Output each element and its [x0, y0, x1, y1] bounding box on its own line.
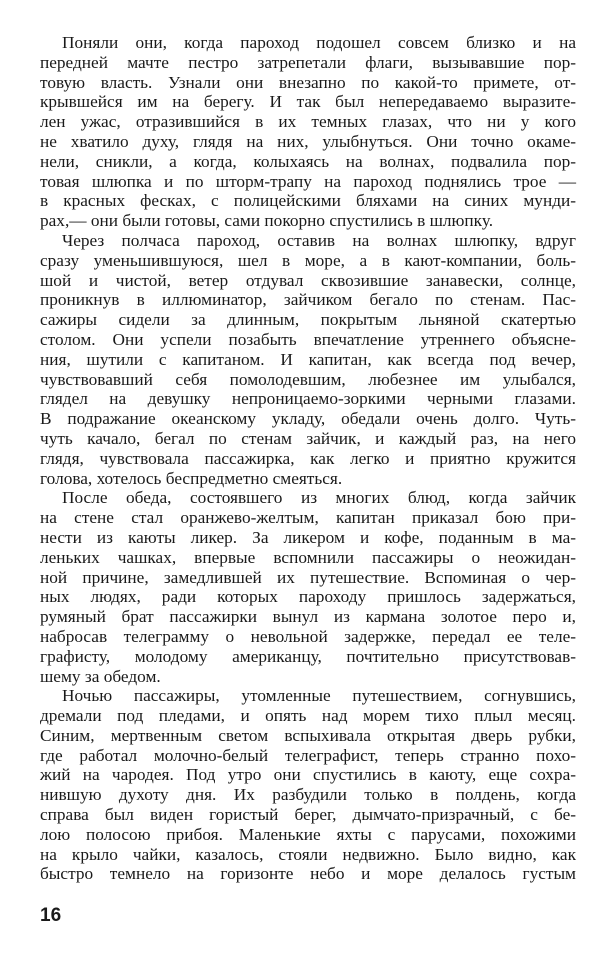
text-line: Ночью пассажиры, утомленные путешествием, согнувшись, — [62, 686, 576, 706]
book-page-text — [40, 33, 576, 884]
text-line: чувствовавший себя помолодевшим, любезнее им улыбался, — [40, 369, 576, 389]
page-number: 16 — [40, 905, 62, 926]
text-line: жий на чародея. Под утро они спустились в каюту, еще сохра- — [40, 765, 576, 785]
text-line: шой и чистой, ветер отдувал сквозившие занавески, солнце, — [40, 270, 576, 290]
text-line: глядел на девушку непроницаемо-зоркими черными глазами. — [40, 389, 576, 409]
text-line: Поняли они, когда пароход подошел совсем близко и на — [62, 33, 576, 52]
text-line: дремали под пледами, и опять над морем тихо плыл месяц. — [40, 706, 576, 726]
text-line: шему за обедом. — [40, 666, 161, 686]
text-line: справа был виден гористый берег, дымчато-призрачный, с бе- — [40, 805, 576, 825]
text-line: в красных фесках, с полицейскими бляхами на синих мунди- — [40, 191, 576, 211]
text-line: нившую духоту дня. Их разбудили только в полдень, когда — [40, 785, 576, 805]
text-line: быстро темнело на горизонте небо и море делалось густым — [40, 864, 576, 884]
text-line: нели, сникли, а когда, колыхаясь на волнах, подвалила пор- — [40, 151, 576, 171]
text-line: глядя, чувствовала пассажирка, как легко и приятно кружится — [40, 448, 576, 468]
text-line: на крыло чайки, казалось, стояли недвижно. Было видно, как — [40, 844, 576, 864]
text-line: ной причине, замедлившей их путешествие. Вспоминая о чер- — [40, 567, 576, 587]
text-line: лен ужас, отразившийся в их темных глазах, что ни у кого — [40, 112, 576, 132]
text-line: не хватило духу, глядя на них, улыбнуться. Они точно окаме- — [40, 131, 576, 151]
paragraph — [40, 686, 576, 884]
text-line: лою полосою прибоя. Маленькие яхты с парусами, похожими — [40, 824, 576, 844]
text-line: графисту, молодому американцу, почтительно присутствовав- — [40, 646, 576, 666]
text-line: товая шлюпка и по шторм-трапу на пароход поднялись трое — — [40, 171, 576, 191]
text-line: столом. Они успели позабыть впечатление утреннего объясне- — [40, 329, 576, 349]
text-line: нести из каюты ликер. За ликером и кофе, поданным в ма- — [40, 527, 576, 547]
text-line: чуть качало, бегал по стенам зайчик, и каждый раз, на него — [40, 428, 576, 448]
text-line: сажиры сидели за длинным, покрытым льняной скатертью — [40, 310, 576, 330]
text-line: товую власть. Узнали они внезапно по какой-то примете, от- — [40, 72, 576, 92]
text-line: сразу уменьшившуюся, шел в море, а в кают-компании, боль- — [40, 250, 576, 270]
text-line: где работал молочно-белый телеграфист, теперь странно похо- — [40, 745, 576, 765]
paragraph — [40, 488, 576, 686]
text-line: После обеда, состоявшего из многих блюд, когда зайчик — [62, 488, 576, 508]
text-line: проникнув в иллюминатор, зайчиком бегало по стенам. Пас- — [40, 290, 576, 310]
text-line: румяный брат пассажирки вынул из кармана золотое перо и, — [40, 607, 576, 627]
text-line: Через полчаса пароход, оставив на волнах шлюпку, вдруг — [62, 230, 576, 250]
text-line: леньких чашках, впервые вспомнили пассажиры о неожидан- — [40, 547, 576, 567]
text-line: В подражание океанскому укладу, обедали очень долго. Чуть- — [40, 409, 576, 429]
text-line: ных людях, ради которых пароходу пришлось задержаться, — [40, 587, 576, 607]
paragraph — [40, 231, 576, 488]
text-line: Синим, мертвенным светом вспыхивала открытая дверь рубки, — [40, 725, 576, 745]
text-line: набросав телеграмму о невольной задержке, передал ее теле- — [40, 626, 576, 646]
text-line: рах,— они были готовы, сами покорно спустились в шлюпку. — [40, 211, 494, 231]
text-line: голова, хотелось беспредметно смеяться. — [40, 468, 343, 488]
paragraph — [40, 33, 576, 231]
text-line: передней мачте пестро затрепетали флаги, вызывавшие пор- — [40, 52, 576, 72]
text-line: крывшейся им на берегу. И так был непередаваемо выразите- — [40, 92, 576, 112]
text-line: на стене стал оранжево-желтым, капитан приказал бою при- — [40, 508, 576, 528]
text-line: ния, шутили с капитаном. И капитан, как всегда под вечер, — [40, 349, 576, 369]
